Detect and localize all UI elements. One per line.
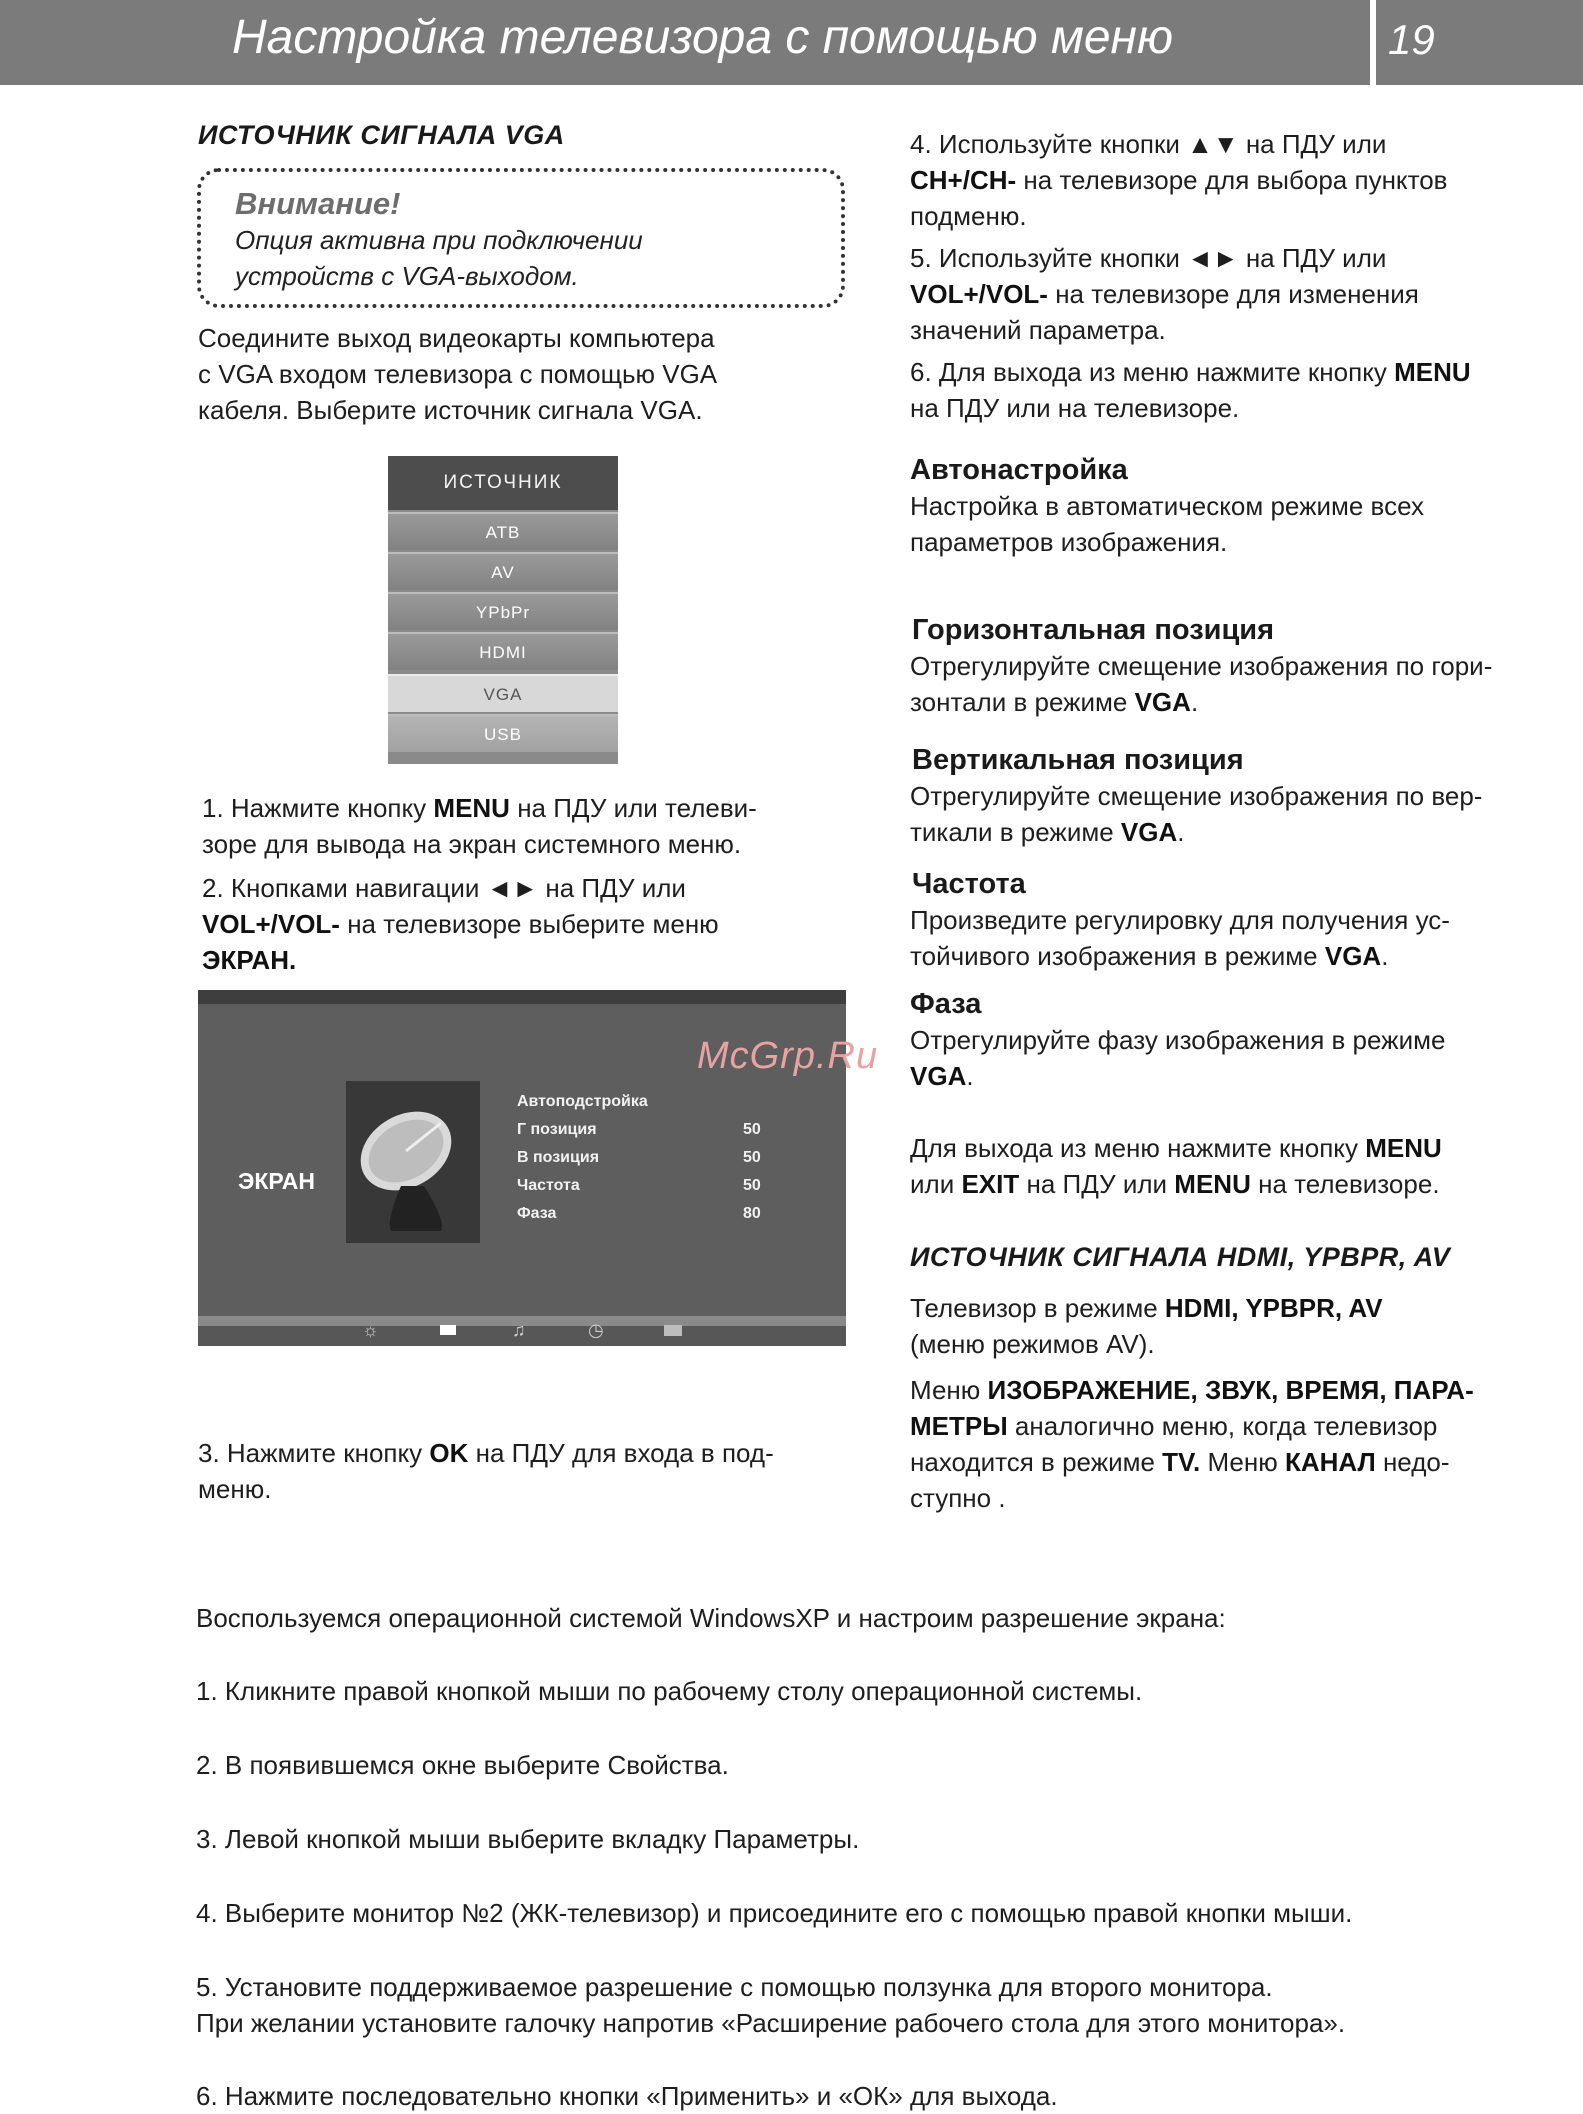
- section-title-vga: ИСТОЧНИК СИГНАЛА VGA: [198, 120, 565, 150]
- screen-option-vpos-value: 50: [743, 1149, 761, 1166]
- phase-title: Фаза: [910, 988, 982, 1020]
- auto-text: Настройка в автоматическом режиме всех параметров изображения.: [910, 491, 1424, 557]
- phase-text: Отрегулируйте фазу изображения в режиме VGA.: [910, 1025, 1446, 1091]
- intro-line: кабеля. Выберите источник сигнала VGA.: [198, 395, 703, 425]
- intro-line: с VGA входом телевизора с помощью VGA: [198, 359, 718, 389]
- source-item-hdmi[interactable]: HDMI: [388, 632, 618, 670]
- step-4: 4. Используйте кнопки ▲▼ на ПДУ или CH+/CH- на телевизоре для выбора пунктов подменю.: [910, 129, 1448, 231]
- step-2: 2. Кнопками навигации ◄► на ПДУ или VOL+/VOL- на телевизоре выберите меню ЭКРАН.: [202, 873, 719, 975]
- screen-option-phase-value: 80: [743, 1205, 761, 1222]
- vpos-text: Отрегулируйте смещение изображения по вер- тикали в режиме VGA.: [910, 781, 1483, 847]
- attention-line: Опция активна при подключении: [235, 225, 643, 255]
- source-item-ypbpr[interactable]: YPbPr: [388, 592, 618, 630]
- sun-icon[interactable]: ☼: [362, 1320, 379, 1340]
- bottom-intro: Воспользуемся операционной системой WindowsXP и настроим разрешение экрана:: [196, 1603, 1226, 1633]
- bottom-step-6: 6. Нажмите последовательно кнопки «Применить» и «ОК» для выхода.: [196, 2081, 1058, 2111]
- clock-icon[interactable]: ◷: [588, 1320, 604, 1340]
- source-item-atv[interactable]: АТВ: [388, 512, 618, 550]
- source-item-av[interactable]: AV: [388, 552, 618, 590]
- hpos-text: Отрегулируйте смещение изображения по гори- зонтали в режиме VGA.: [910, 651, 1493, 717]
- grid-icon[interactable]: [664, 1325, 682, 1336]
- step-3: 3. Нажмите кнопку OK на ПДУ для входа в под- меню.: [198, 1438, 774, 1504]
- freq-text: Произведите регулировку для получения ус- тойчивого изображения в режиме VGA.: [910, 905, 1450, 971]
- attention-text: [235, 222, 643, 294]
- source-item-vga[interactable]: VGA: [388, 674, 618, 712]
- step-6: 6. Для выхода из меню нажмите кнопку MENU на ПДУ или на телевизоре.: [910, 357, 1471, 423]
- screen-option-hpos[interactable]: Г позиция: [517, 1121, 597, 1138]
- monitor-icon[interactable]: [440, 1325, 456, 1335]
- page-number: 19: [1388, 16, 1435, 63]
- bottom-step-1: 1. Кликните правой кнопкой мыши по рабочему столу операционной системы.: [196, 1676, 1143, 1706]
- vga-intro: [198, 320, 717, 428]
- satellite-dish-icon: [346, 1081, 480, 1243]
- bottom-step-2: 2. В появившемся окне выберите Свойства.: [196, 1750, 729, 1780]
- screen-option-freq-value: 50: [743, 1177, 761, 1194]
- music-icon[interactable]: ♫: [512, 1320, 526, 1340]
- auto-title: Автонастройка: [910, 454, 1128, 486]
- page-title: Настройка телевизора с помощью меню: [232, 11, 1174, 64]
- vpos-title: Вертикальная позиция: [912, 744, 1244, 776]
- source-menu-title: ИСТОЧНИК: [388, 456, 618, 510]
- hpos-title: Горизонтальная позиция: [912, 614, 1275, 646]
- bottom-step-4: 4. Выберите монитор №2 (ЖК-телевизор) и присоедините его с помощью правой кнопки мыши.: [196, 1898, 1353, 1928]
- screen-option-hpos-value: 50: [743, 1121, 761, 1138]
- screen-option-phase[interactable]: Фаза: [517, 1205, 557, 1222]
- screen-option-autoadjust[interactable]: Автоподстройка: [517, 1093, 648, 1110]
- screen-option-freq[interactable]: Частота: [517, 1177, 580, 1194]
- hdmi-text-1: Телевизор в режиме HDMI, YPBPR, AV (меню режимов AV).: [910, 1293, 1383, 1359]
- attention-line: устройств с VGA-выходом.: [235, 261, 579, 291]
- freq-title: Частота: [912, 868, 1026, 900]
- screen-option-vpos[interactable]: В позиция: [517, 1149, 600, 1166]
- hdmi-text-2: Меню ИЗОБРАЖЕНИЕ, ЗВУК, ВРЕМЯ, ПАРА- МЕТРЫ аналогично меню, когда телевизор находится в режиме TV. Меню КАНАЛ недо- ступно .: [910, 1375, 1474, 1513]
- section-title-hdmi: ИСТОЧНИК СИГНАЛА HDMI, YPBPR, AV: [910, 1242, 1451, 1272]
- source-item-usb[interactable]: USB: [388, 714, 618, 752]
- step-5: 5. Используйте кнопки ◄► на ПДУ или VOL+/VOL- на телевизоре для изменения значений параметра.: [910, 243, 1419, 345]
- bottom-step-3: 3. Левой кнопкой мыши выберите вкладку Параметры.: [196, 1824, 860, 1854]
- bottom-step-5b: При желании установите галочку напротив «Расширение рабочего стола для этого монитора».: [196, 2008, 1346, 2038]
- attention-title: Внимание!: [235, 186, 401, 221]
- intro-line: Соедините выход видеокарты компьютера: [198, 323, 715, 353]
- step-1: 1. Нажмите кнопку MENU на ПДУ или телеви- зоре для вывода на экран системного меню.: [202, 793, 757, 859]
- bottom-step-5: 5. Установите поддерживаемое разрешение с помощью ползунка для второго монитора.: [196, 1972, 1273, 2002]
- screen-menu-label: ЭКРАН: [238, 1168, 315, 1194]
- watermark: McGrp.Ru: [697, 1035, 879, 1077]
- screen-menu-topbar: [198, 990, 846, 1004]
- exit-text: Для выхода из меню нажмите кнопку MENU или EXIT на ПДУ или MENU на телевизоре.: [910, 1133, 1442, 1199]
